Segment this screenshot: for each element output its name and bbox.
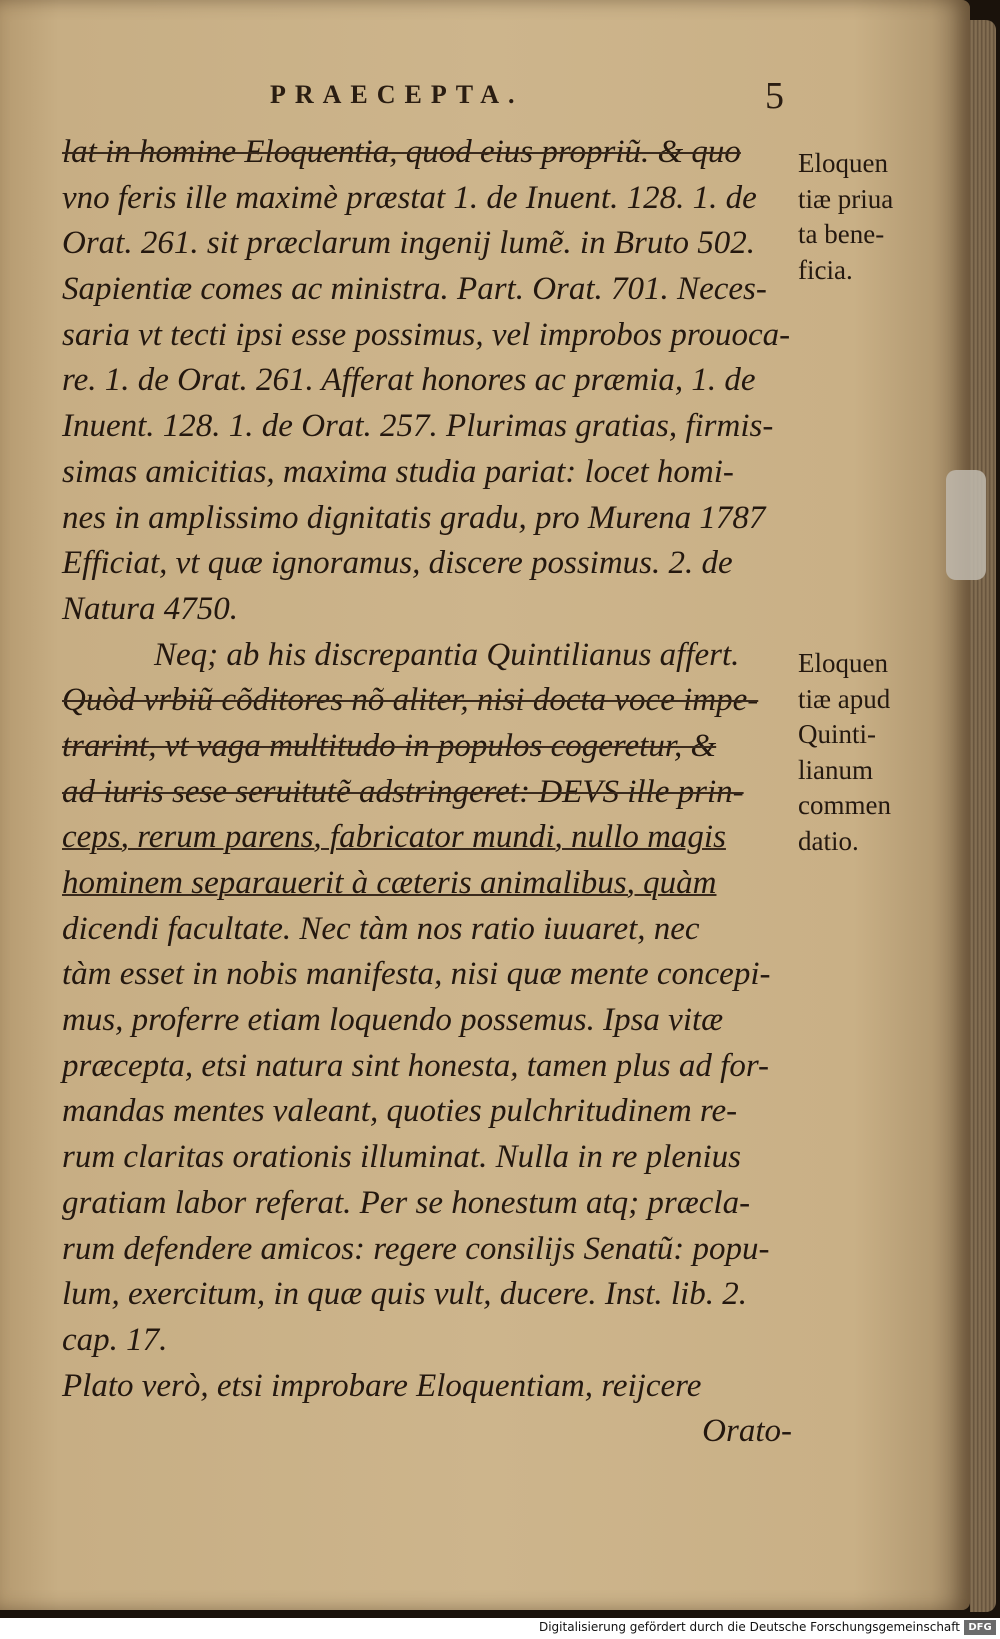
text-line: lum, exercitum, in quæ quis vult, ducere. Inst. lib. 2. <box>62 1276 747 1313</box>
margin-note-line: ta bene- <box>798 219 885 249</box>
margin-note-line: lianum <box>798 754 873 785</box>
text-line: gratiam labor referat. Per se honestum atq; præcla- <box>62 1184 751 1221</box>
catchword: Orato- <box>702 1413 792 1450</box>
footer-credit: Digitalisierung gefördert durch die Deutsche Forschungsgemeinschaft <box>538 1620 960 1634</box>
text-line: Plato verò, etsi improbare Eloquentiam, reijcere <box>62 1367 702 1404</box>
text-line: vno feris ille maximè præstat 1. de Inuent. 128. 1. de <box>62 179 757 216</box>
text-line: Orat. 261. sit præclarum ingenij lumẽ. in Bruto 502. <box>62 225 755 262</box>
margin-note-line: tiæ apud <box>798 683 891 714</box>
page-number: 5 <box>765 75 784 117</box>
text-line: cap. 17. <box>62 1321 168 1358</box>
dfg-logo-icon: DFG <box>964 1620 996 1635</box>
margin-note-line: Eloquen <box>798 148 888 178</box>
text-line: mandas mentes valeant, quoties pulchritudinem re- <box>62 1093 738 1130</box>
margin-note-line: tiæ priua <box>798 183 894 214</box>
margin-note-line: ficia. <box>798 254 853 285</box>
text-line: Efficiat, vt quæ ignoramus, discere possimus. 2. de <box>62 545 733 582</box>
text-line: Natura 4750. <box>62 590 239 627</box>
text-line: rum defendere amicos: regere consilijs Senatũ: popu- <box>62 1230 770 1267</box>
text-line: nes in amplissimo dignitatis gradu, pro Murena 1787 <box>62 499 766 536</box>
text-line: Inuent. 128. 1. de Orat. 257. Plurimas gratias, firmis- <box>62 408 774 445</box>
margin-note-line: datio. <box>798 825 859 856</box>
text-line: trarint, vt vaga multitudo in populos cogeretur, & <box>62 727 717 764</box>
digitization-footer <box>0 1618 1000 1639</box>
text-line: Neq; ab his discrepantia Quintilianus affert. <box>154 636 740 673</box>
text-line: hominem separauerit à cæteris animalibus, quàm <box>62 865 717 901</box>
bookmark-tab <box>946 470 986 580</box>
body-text <box>62 130 792 1455</box>
text-line: præcepta, etsi natura sint honesta, tamen plus ad for- <box>62 1047 769 1084</box>
margin-note-eloquentiae-priuata <box>798 146 948 288</box>
margin-note-line: Quinti- <box>798 719 876 749</box>
text-line: simas amicitias, maxima studia pariat: locet homi- <box>62 453 734 490</box>
text-line: dicendi facultate. Nec tàm nos ratio iuuaret, nec <box>62 910 700 947</box>
text-line: rum claritas orationis illuminat. Nulla in re plenius <box>62 1139 741 1176</box>
running-head <box>0 75 970 120</box>
text-line: ceps, rerum parens, fabricator mundi, nullo magis <box>62 819 726 856</box>
text-line: ad iuris sese seruitutẽ adstringeret: DEVS ille prin- <box>62 773 744 810</box>
text-line: Quòd vrbiũ cõditores nõ aliter, nisi docta voce impe- <box>62 682 759 719</box>
margin-note-line: commen <box>798 790 891 820</box>
text-line: saria vt tecti ipsi esse possimus, vel improbos prouoca- <box>62 316 791 353</box>
text-line: tàm esset in nobis manifesta, nisi quæ mente concepi- <box>62 956 771 993</box>
margin-note-eloquentiae-quintilianum <box>798 646 948 859</box>
text-line: lat in homine Eloquentia, quod eius propriũ. & quo <box>62 134 741 170</box>
text-line: re. 1. de Orat. 261. Afferat honores ac præmia, 1. de <box>62 362 756 399</box>
text-line: Sapientiæ comes ac ministra. Part. Orat. 701. Neces- <box>62 271 767 308</box>
margin-note-line: Eloquen <box>798 648 888 678</box>
text-line: mus, proferre etiam loquendo possemus. Ipsa vitæ <box>62 1002 724 1039</box>
running-head-title: PRAECEPTA. <box>270 80 524 109</box>
page-edges <box>970 20 996 1612</box>
